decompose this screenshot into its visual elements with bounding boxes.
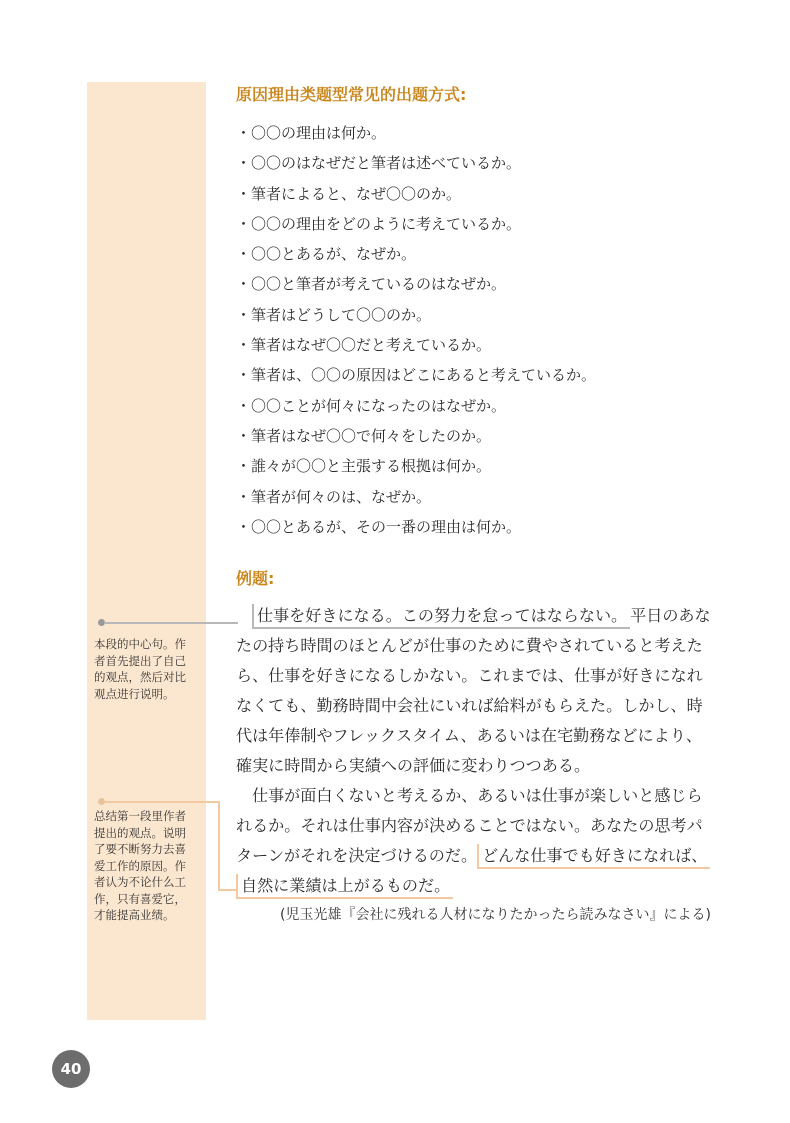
passage-line: 代は年俸制やフレックスタイム、あるいは在宅勤務などにより、	[236, 726, 702, 745]
list-item: ・〇〇の理由をどのように考えているか。	[236, 214, 522, 233]
summary-sentence-highlight: 自然に業績は上がるものだ。	[236, 874, 453, 899]
question-pattern-list	[236, 118, 776, 542]
passage-line	[236, 871, 736, 901]
methods-heading: 原因理由类题型常见的出题方式:	[236, 85, 467, 104]
annotation-note-summary: 总结第一段里作者 提出的观点。说明 了要不断努力去喜 爱工作的原因。作 者认为不论什么工 作，只有喜爱它， 才能提高业绩。	[94, 809, 186, 922]
annotation-note-central-sentence: 本段的中心句。作 者首先提出了自己 的观点，然后对比 观点进行说明。	[94, 637, 186, 701]
list-item: ・〇〇とあるが、その一番の理由は何か。	[236, 517, 522, 536]
list-item: ・筆者はなぜ〇〇で何々をしたのか。	[236, 426, 492, 445]
list-item: ・誰々が〇〇と主張する根拠は何か。	[236, 457, 492, 476]
annotation-connector	[218, 889, 236, 891]
list-item: ・〇〇ことが何々になったのはなぜか。	[236, 396, 507, 415]
list-item: ・〇〇と筆者が考えているのはなぜか。	[236, 275, 507, 294]
example-passage	[236, 601, 736, 901]
annotation-connector	[218, 801, 220, 891]
passage-line: ら、仕事を好きになるしかない。これまでは、仕事が好きになれ	[236, 666, 703, 685]
list-item: ・筆者によると、なぜ〇〇のか。	[236, 184, 462, 203]
list-item: ・筆者は、〇〇の原因はどこにあると考えているか。	[236, 366, 597, 385]
summary-sentence-highlight: どんな仕事でも好きになれば、	[477, 844, 710, 869]
list-item: ・〇〇とあるが、なぜか。	[236, 245, 417, 264]
passage-line: たの持ち時間のほとんどが仕事のために費やされていると考えた	[236, 636, 703, 655]
annotation-connector	[104, 622, 238, 624]
central-sentence-highlight: 仕事を好きになる。この努力を怠ってはならない。	[252, 604, 630, 629]
source-citation: (児玉光雄『会社に残れる人材になりたかったら読みなさい』による)	[280, 907, 711, 923]
example-heading: 例题:	[236, 569, 275, 588]
passage-line: 仕事を好きになる。この努力を怠ってはならない。 平日のあな	[236, 601, 736, 631]
list-item: ・〇〇の理由は何か。	[236, 124, 387, 142]
annotation-connector	[104, 801, 220, 803]
page-number-badge: 40	[52, 1050, 90, 1088]
passage-line: れるか。それは仕事内容が決めることではない。あなたの思考パ	[236, 816, 703, 835]
list-item: ・筆者が何々のは、なぜか。	[236, 487, 432, 506]
list-item: ・筆者はなぜ〇〇だと考えているか。	[236, 336, 492, 355]
passage-line: なくても、勤務時間中会社にいれば給料がもらえた。しかし、時	[236, 696, 703, 715]
list-item: ・〇〇のはなぜだと筆者は述べているか。	[236, 154, 522, 173]
list-item: ・筆者はどうして〇〇のか。	[236, 305, 432, 324]
passage-line: 仕事が面白くないと考えるか、あるいは仕事が楽しいと感じら	[252, 786, 703, 805]
passage-line: ターンがそれを決定づけるのだ。 どんな仕事でも好きになれば、	[236, 841, 736, 871]
passage-line: 確実に時間から実績への評価に変わりつつある。	[236, 756, 591, 775]
